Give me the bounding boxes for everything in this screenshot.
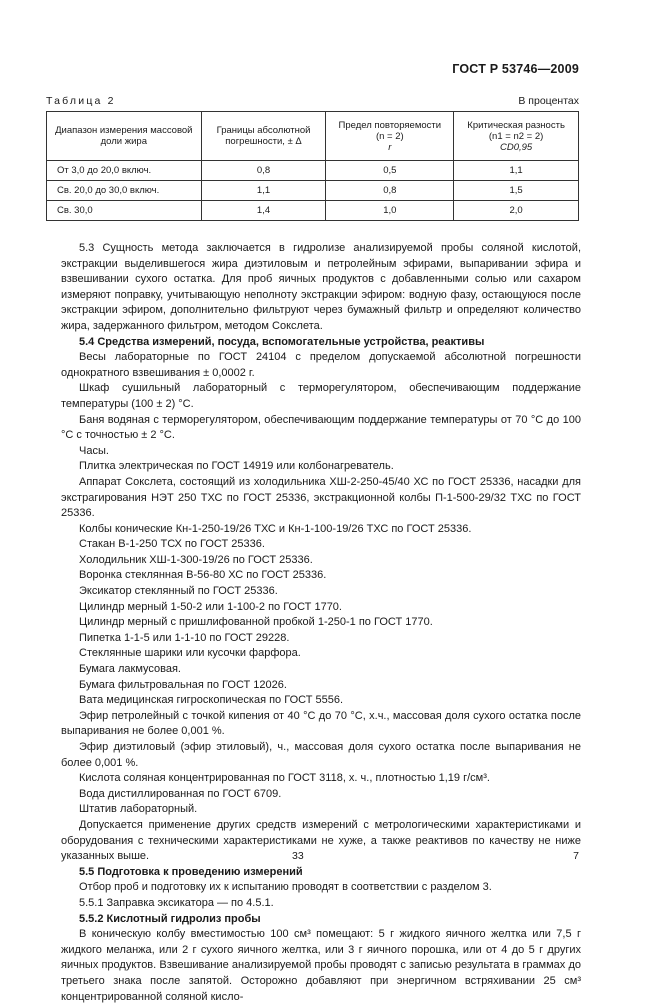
cell-error: 1,1 bbox=[201, 181, 326, 201]
header-critical-difference bbox=[454, 112, 579, 161]
header-critical-title: Критическая разность bbox=[467, 119, 565, 131]
table-unit: В процентах bbox=[518, 95, 579, 107]
header-critical-n: (n1 = n2 = 2) bbox=[488, 130, 544, 142]
cell-critical: 2,0 bbox=[454, 201, 579, 221]
paragraph: 5.3 Сущность метода заключается в гидролизе анализируемой пробы соляной кислотой, экстракции выделившегося жира диэтиловым и петролейным эфирами, выпаривании эфира и взвешивании сухого остатка. Для проб яичных продуктов с добавленными солью или сахаром измеряют поправку, учитывающую неполноту экстракции эфиром: водную фазу, остающуюся после экстракции эфиром, дополнительно фильтруют через бумажный фильтр и определяют количество жира, задержанного фильтром, методом Сокслета. bbox=[61, 242, 581, 332]
section-heading: 5.5 Подготовка к проведению измерений bbox=[79, 865, 303, 878]
paragraph: Штатив лабораторный. bbox=[79, 803, 198, 816]
cell-critical: 1,1 bbox=[454, 161, 579, 181]
cell-repeatability: 0,8 bbox=[326, 181, 454, 201]
paragraph: Стеклянные шарики или кусочки фарфора. bbox=[79, 647, 301, 660]
paragraph: 5.5.1 Заправка эксикатора — по 4.5.1. bbox=[79, 896, 274, 909]
paragraph: Плитка электрическая по ГОСТ 14919 или колбонагреватель. bbox=[79, 460, 394, 473]
header-repeatability-n: (n = 2) bbox=[375, 130, 404, 142]
paragraph: Эфир петролейный с точкой кипения от 40 °С до 70 °С, х.ч., массовая доля сухого остатка после выпаривания не более 0,001 %. bbox=[61, 709, 581, 738]
paragraph: Аппарат Сокслета, состоящий из холодильника ХШ-2-250-45/40 ХС по ГОСТ 25336, насадки для экстрагирования НЭТ 250 ТХС по ГОСТ 25336, экстракционной колбы П-1-500-29/32 ТХС по ГОСТ 25336. bbox=[61, 475, 581, 520]
paragraph: Весы лабораторные по ГОСТ 24104 с пределом допускаемой абсолютной погрешности однократного взвешивания ± 0,0002 г. bbox=[61, 351, 581, 379]
table-header-row bbox=[47, 112, 579, 161]
paragraph: Допускается применение других средств измерений с метрологическими характеристиками и оборудования с техническими характеристиками не хуже, а также реактивов по качеству не ниже указанных выше. bbox=[61, 818, 581, 863]
document-header: ГОСТ Р 53746—2009 bbox=[452, 62, 579, 76]
cell-error: 0,8 bbox=[201, 161, 326, 181]
paragraph: Бумага лакмусовая. bbox=[79, 663, 181, 676]
cell-critical: 1,5 bbox=[454, 181, 579, 201]
table-caption: Таблица 2 bbox=[46, 95, 116, 107]
section-heading: 5.5.2 Кислотный гидролиз пробы bbox=[79, 912, 261, 925]
paragraph: Отбор проб и подготовку их к испытанию проводят в соответствии с разделом 3. bbox=[79, 881, 492, 894]
paragraph: Бумага фильтровальная по ГОСТ 12026. bbox=[79, 678, 287, 691]
table-row bbox=[47, 161, 579, 181]
paragraph: Холодильник ХШ-1-300-19/26 по ГОСТ 25336. bbox=[79, 553, 313, 566]
paragraph: Часы. bbox=[79, 444, 109, 457]
page-number: 33 bbox=[292, 850, 304, 862]
paragraph: В коническую колбу вместимостью 100 см³ помещают: 5 г жидкого яичного желтка или 7,5 г жидкого меланжа, или 2 г сухого яичного желтка, или 3 г яичного порошка, или от 4 до 5 г других яичных продуктов. Взвешивание анализируемой пробы проводят с записью результата в граммах до третьего знака после запятой. Осторожно добавляют при энергичном встряхивании 25 см³ концентрированной соляной кисло- bbox=[61, 928, 581, 1003]
header-critical-symbol: CD0,95 bbox=[499, 141, 533, 153]
paragraph: Пипетка 1-1-5 или 1-1-10 по ГОСТ 29228. bbox=[79, 631, 290, 644]
paragraph: Кислота соляная концентрированная по ГОСТ 3118, х. ч., плотностью 1,19 г/см³. bbox=[79, 772, 490, 785]
section-heading: 5.4 Средства измерений, посуда, вспомогательные устройства, реактивы bbox=[79, 335, 485, 348]
paragraph: Воронка стеклянная В-56-80 ХС по ГОСТ 25336. bbox=[79, 569, 327, 582]
sheet-number: 7 bbox=[573, 850, 579, 862]
paragraph: Баня водяная с терморегулятором, обеспечивающим поддержание температуры от 70 °С до 100 °С с точностью ± 2 °С. bbox=[61, 413, 581, 442]
table-row bbox=[47, 201, 579, 221]
paragraph: Вода дистиллированная по ГОСТ 6709. bbox=[79, 787, 282, 800]
cell-range: Св. 20,0 до 30,0 включ. bbox=[47, 181, 202, 201]
paragraph: Эфир диэтиловый (эфир этиловый), ч., массовая доля сухого остатка после выпаривания не более 0,001 %. bbox=[61, 741, 581, 769]
cell-repeatability: 0,5 bbox=[326, 161, 454, 181]
paragraph: Стакан В-1-250 ТСХ по ГОСТ 25336. bbox=[79, 538, 265, 551]
header-repeatability-title: Предел повторяемости bbox=[338, 119, 442, 131]
cell-error: 1,4 bbox=[201, 201, 326, 221]
paragraph: Цилиндр мерный с пришлифованной пробкой 1-250-1 по ГОСТ 1770. bbox=[79, 616, 433, 629]
table-row bbox=[47, 181, 579, 201]
header-error: Границы абсолютной погрешности, ± Δ bbox=[201, 112, 326, 161]
paragraph: Шкаф сушильный лабораторный с терморегулятором, обеспечивающим поддержание температуры (100 ± 2) °С. bbox=[61, 382, 581, 410]
header-range: Диапазон измерения массовой доли жира bbox=[47, 112, 202, 161]
body-text bbox=[61, 241, 581, 1005]
cell-repeatability: 1,0 bbox=[326, 201, 454, 221]
paragraph: Цилиндр мерный 1-50-2 или 1-100-2 по ГОСТ 1770. bbox=[79, 600, 342, 613]
header-repeatability-symbol: r bbox=[388, 141, 392, 153]
cell-range: От 3,0 до 20,0 включ. bbox=[47, 161, 202, 181]
paragraph: Колбы конические Кн-1-250-19/26 ТХС и Кн-1-100-19/26 ТХС по ГОСТ 25336. bbox=[79, 522, 472, 535]
paragraph: Эксикатор стеклянный по ГОСТ 25336. bbox=[79, 585, 278, 598]
data-table bbox=[46, 111, 579, 221]
header-repeatability bbox=[326, 112, 454, 161]
paragraph: Вата медицинская гигроскопическая по ГОСТ 5556. bbox=[79, 694, 344, 707]
cell-range: Св. 30,0 bbox=[47, 201, 202, 221]
